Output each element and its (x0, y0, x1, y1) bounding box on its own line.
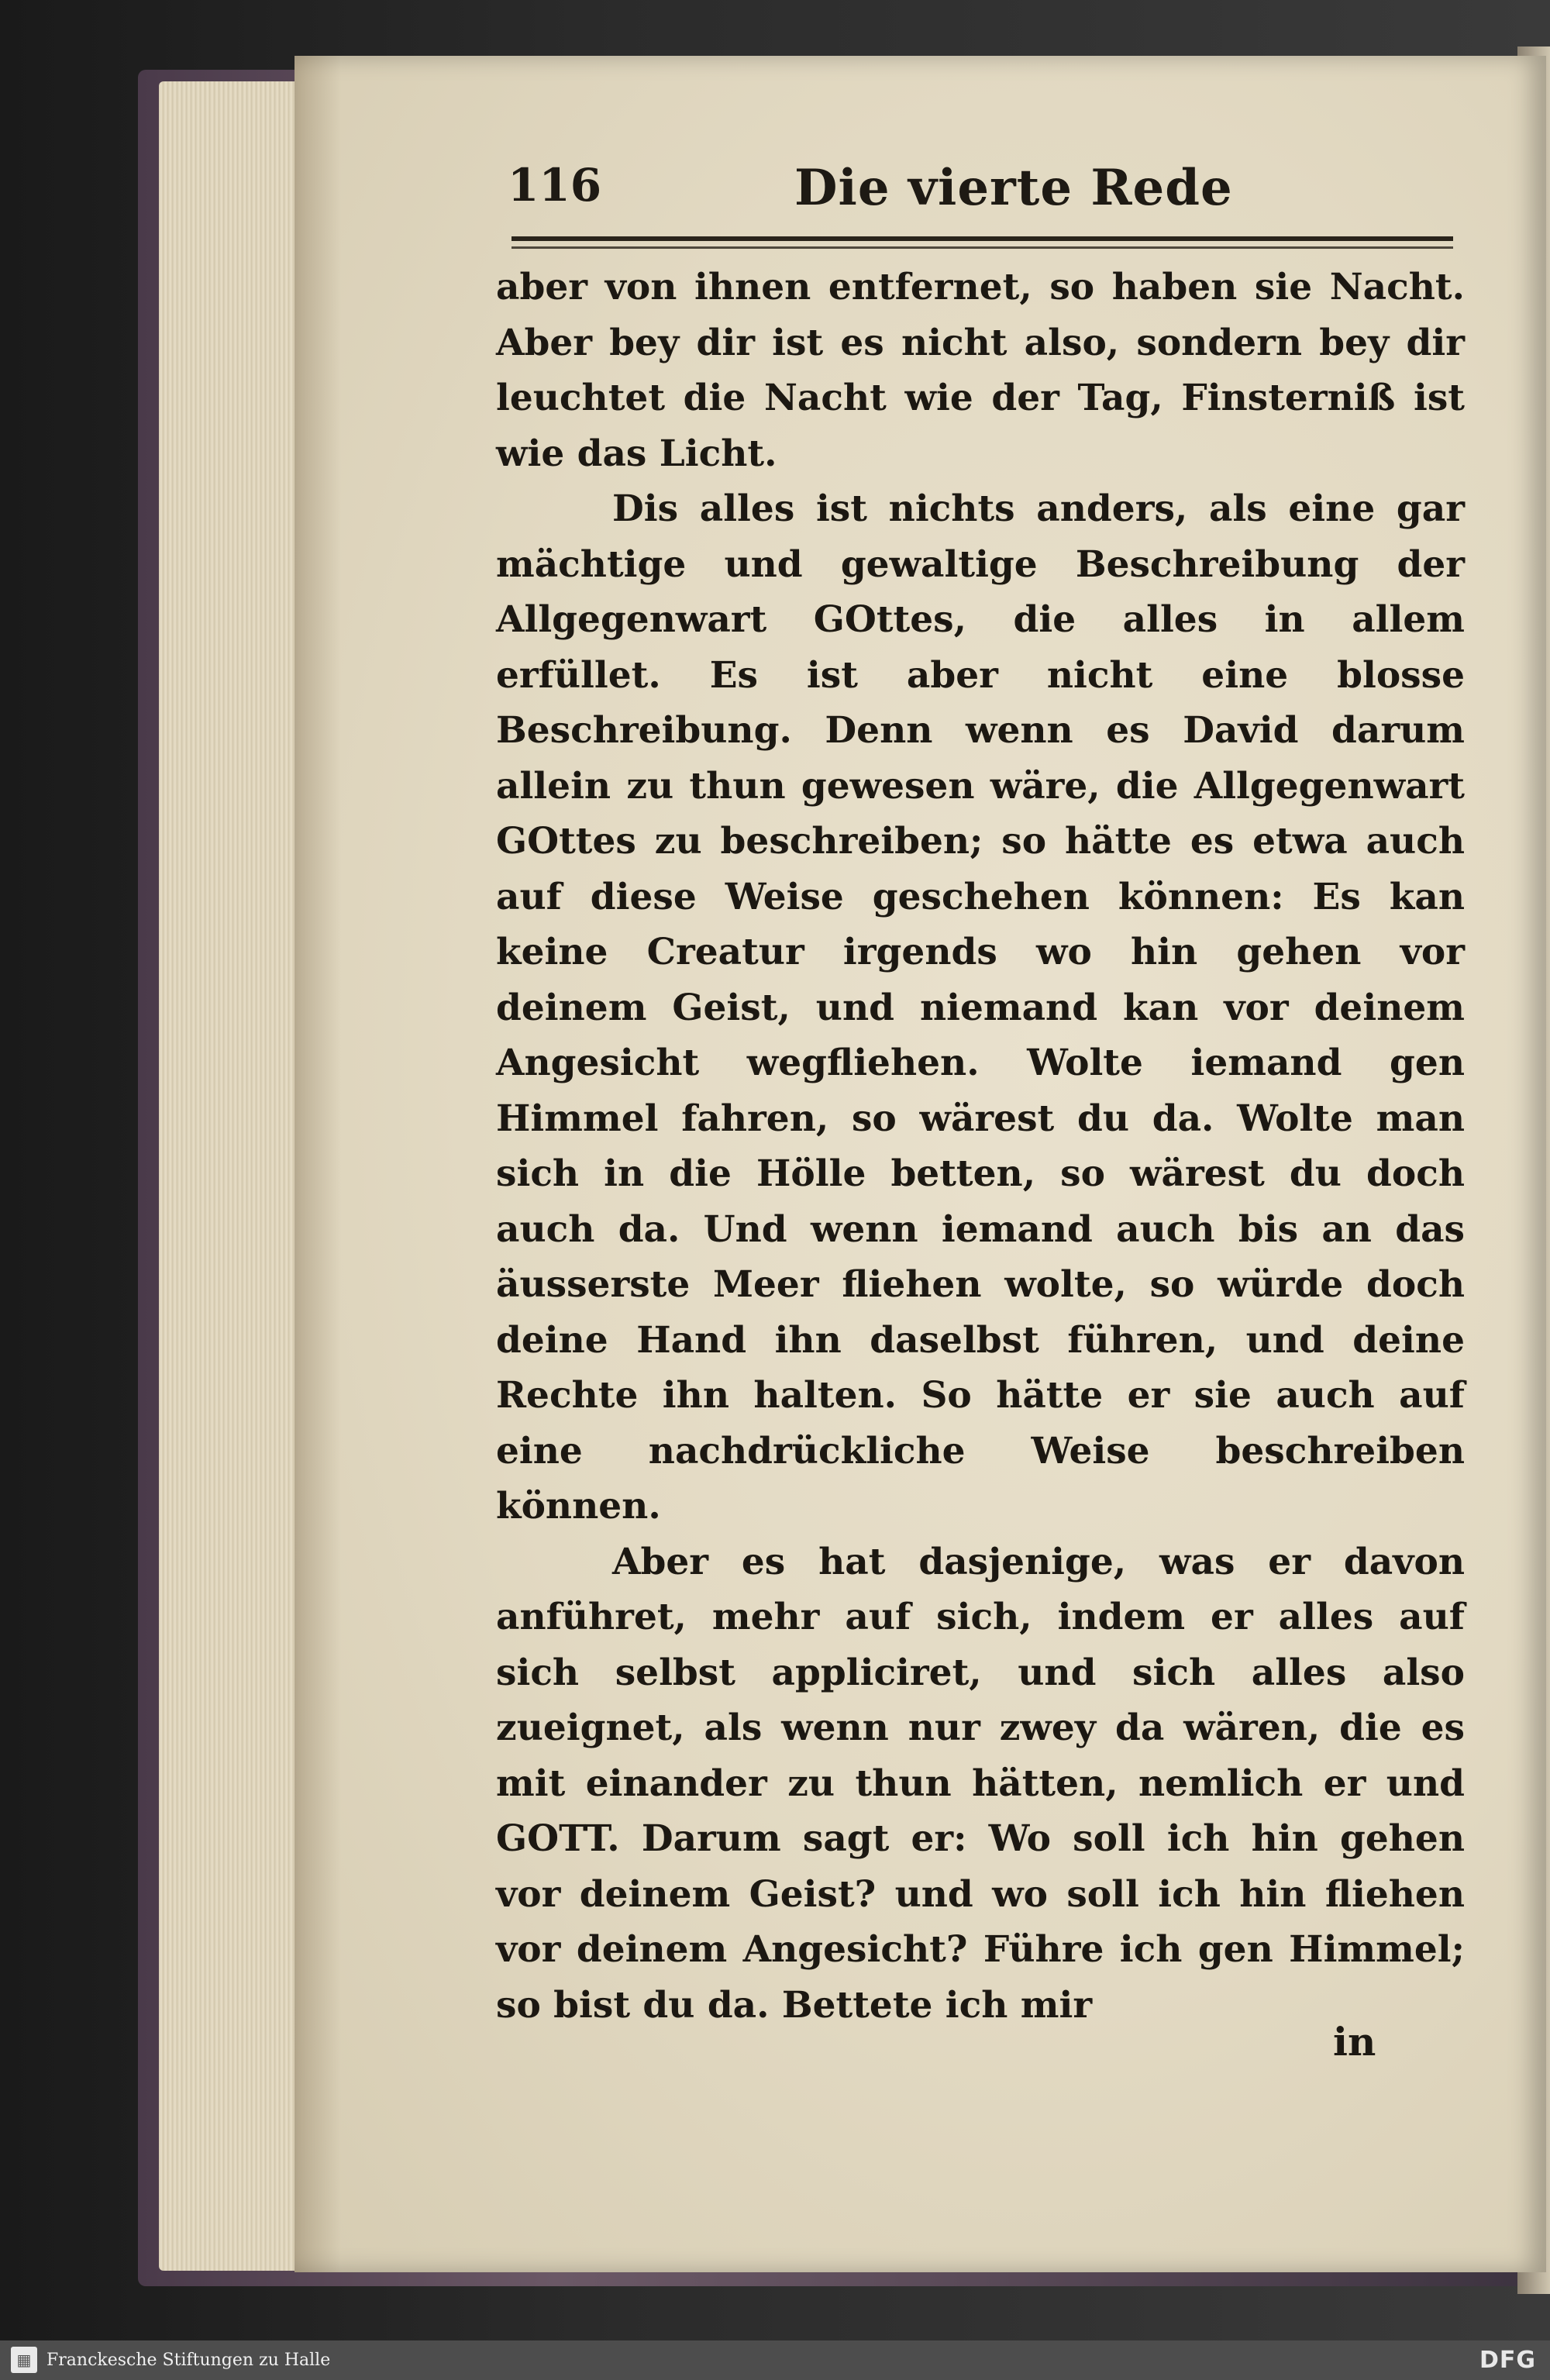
paragraph: Aber es hat dasjenige, was er davon anführet, mehr auf sich, indem er alles auf sich selbst appliciret, und sich alles also zueignet, als wenn nur zwey da wären, die es mit einander zu thun hätten, nemlich er und GOTT. Darum sagt er: Wo soll ich hin gehen vor deinem Geist? und wo soll ich hin fliehen vor deinem Angesicht? Führe ich gen Himmel; so bist du da. Bettete ich mir (496, 1540, 1465, 2027)
page-header (508, 159, 1453, 221)
paragraph: Dis alles ist nichts anders, als eine gar mächtige und gewaltige Beschreibung der Allgegenwart GOttes, die alles in allem erfüllet. Es ist aber nicht eine blosse Beschreibung. Denn wenn es David darum allein zu thun gewesen wäre, die Allgegenwart GOttes zu beschreiben; so hätte es etwa auch auf diese Weise geschehen können: Es kan keine Creatur irgends wo hin gehen vor deinem Geist, und niemand kan vor deinem Angesicht wegfliehen. Wolte iemand gen Himmel fahren, so wärest du da. Wolte man sich in die Hölle betten, so wärest du doch auch da. Und wenn iemand auch bis an das äusserste Meer fliehen wolte, so würde doch deine Hand ihn daselbst führen, und deine Rechte ihn halten. So hätte er sie auch auf eine nachdrückliche Weise beschreiben können. (496, 487, 1465, 1528)
running-head: Die vierte Rede (794, 159, 1233, 217)
header-rule-thin (512, 246, 1453, 249)
catchword: in (1333, 2019, 1376, 2065)
page-number: 116 (508, 159, 602, 212)
dfg-logo: DFG (1479, 2347, 1536, 2374)
page-gutter-shadow (294, 56, 341, 2272)
paragraph-continuation: aber von ihnen entfernet, so haben sie Nacht. Aber bey dir ist es nicht also, sondern bey dir leuchtet die Nacht wie der Tag, Finsterniß ist wie das Licht. (496, 266, 1465, 475)
body-text (496, 260, 1465, 2033)
header-rule (512, 236, 1453, 241)
institution-name: Franckesche Stiftungen zu Halle (46, 2351, 331, 2370)
institution-logo-icon: ▦ (11, 2347, 37, 2373)
